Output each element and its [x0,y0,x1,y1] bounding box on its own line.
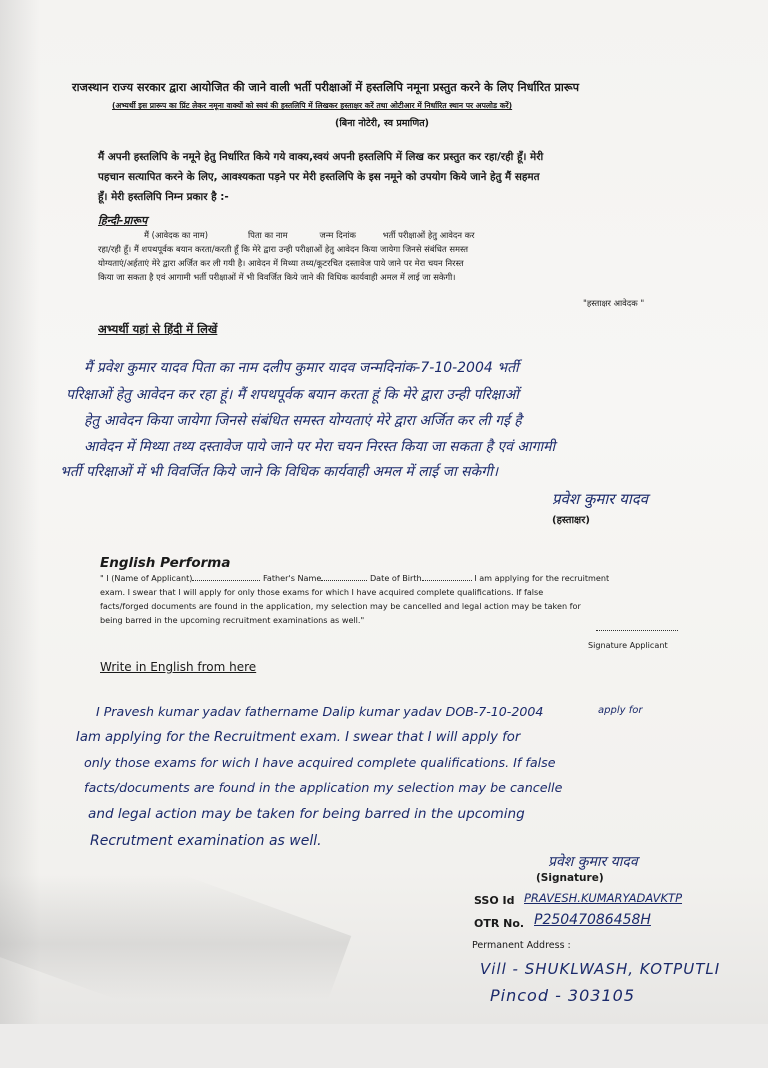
performa-line: being barred in the upcoming recruitment examinations as well." [100,615,365,625]
handwritten-hindi-line: भर्ती परिक्षाओं में भी विवर्जित किये जाने कि विधिक कार्यवाही अमल में लाई जा सकेगी। [60,464,499,480]
proforma-line: किया जा सकता है एवं आगामी भर्ती परीक्षाओं में भी विवर्जित किये जाने की विधिक कार्यवाही अमल में लाई जा सकेगी। [98,272,456,282]
performa-father-label: Father's Name [263,573,322,583]
proforma-line: योग्यताएं/अर्हताएं मेरे द्वारा अर्जित कर ली गयी है। आवेदन में मिथ्या तथ्य/कूटरचित दस्तावेज पाये जाने पर मेरा चयन निरस्त [98,258,464,268]
address-line: Vill - SHUKLWASH, KOTPUTLI [480,960,721,978]
performa-dob-label: Date of Birth [369,573,422,583]
handwritten-english-line: I Pravesh kumar yadav fathername Dalip kumar yadav DOB-7-10-2004 [96,704,544,719]
handwritten-english-line: and legal action may be taken for being barred in the upcoming [88,806,525,822]
handwritten-english-line: Recrutment examination as well. [90,833,322,849]
otr-no-value: P25047086458H [534,912,651,928]
performa-applying-text: I am applying for the recruitment [474,573,610,583]
english-performa-heading: English Performa [100,555,231,571]
english-signature-label: (Signature) [536,872,604,884]
form-title: राजस्थान राज्य सरकार द्वारा आयोजित की जाने वाली भर्ती परीक्षाओं में हस्तलिपि नमूना प्रस्तुत करने के लिए निर्धारित प्रारूप [72,81,580,94]
handwritten-insertion: apply for [598,705,643,716]
performa-line-1 [100,573,609,583]
hindi-signature: प्रवेश कुमार यादव [552,490,649,508]
handwritten-english-line: facts/documents are found in the application my selection may be cancelle [84,780,563,795]
otr-no-label: OTR No. [474,917,525,930]
signature-line [596,630,678,631]
performa-line: exam. I swear that I will apply for only those exams for which I have acquired complete qualifications. If false [100,587,544,597]
english-signature: प्रवेश कुमार यादव [548,854,638,870]
performa-line: facts/forged documents are found in the application, my selection may be cancelled and legal action may be taken for [100,601,581,611]
form-instruction: (अभ्यर्थी इस प्रारूप का प्रिंट लेकर नमूना वाक्यों को स्वयं की हस्तलिपि में लिखकर हस्ताक्षर करें तथा ओटीआर में निर्धारित स्थान पर अपलोड करें) [112,101,513,110]
signature-applicant-label: Signature Applicant [588,640,668,650]
sso-id-label: SSO Id [474,894,515,907]
performa-name-label: " I (Name of Applicant) [100,573,193,583]
pincode-line: Pincod - 303105 [490,986,635,1005]
declaration-line: मैं अपनी हस्तलिपि के नमूने हेतु निर्धारित किये गये वाक्य,स्वयं अपनी हस्तलिपि में लिख कर प्रस्तुत कर रहा/रही हूँ। मेरी [98,151,544,163]
sso-id-value: PRAVESH.KUMARYADAVKTP [524,891,683,905]
declaration-line: पहचान सत्यापित करने के लिए, आवश्यकता पड़ने पर मेरी हस्तलिपि के इस नमूने को उपयोग किये जाने हेतु मैं सहमत [98,171,540,183]
handwritten-english-line: only those exams for wich I have acquired complete qualifications. If false [84,755,556,770]
handwritten-hindi-line: मैं प्रवेश कुमार यादव पिता का नाम दलीप कुमार यादव जन्मदिनांक-7-10-2004 भर्ती [84,360,519,376]
handwritten-english-line: Iam applying for the Recruitment exam. I swear that I will apply for [76,730,521,745]
handwritten-hindi-line: परिक्षाओं हेतु आवेदन कर रहा हूं। मैं शपथपूर्वक बयान करता हूं कि मेरे द्वारा उन्ही परिक्षाओं [66,387,519,403]
hindi-signature-label: (हस्ताक्षर) [552,515,590,526]
handwritten-hindi-line: आवेदन में मिथ्या तथ्य दस्तावेज पाये जाने पर मेरा चयन निरस्त किया जा सकता है एवं आगामी [84,439,556,455]
permanent-address-label: Permanent Address : [472,940,571,951]
declaration-line: हूँ। मेरी हस्तलिपि निम्न प्रकार है :- [98,191,229,203]
signature-applicant-label-hindi: "हस्ताक्षर आवेदक " [583,298,645,308]
hindi-write-heading: अभ्यर्थी यहां से हिंदी में लिखें [98,322,218,336]
form-note: (बिना नोटेरी, स्व प्रमाणित) [335,118,429,129]
hindi-proforma-heading: हिन्दी-प्रारूप [98,214,148,227]
english-write-heading: Write in English from here [100,660,257,674]
proforma-line: मैं (आवेदक का नाम) पिता का नाम जन्म दिनांक भर्ती परीक्षाओं हेतु आवेदन कर [144,230,475,240]
handwritten-hindi-line: हेतु आवेदन किया जायेगा जिनसे संबंधित समस्त योग्यताएं मेरे द्वारा अर्जित कर ली गई है [84,413,522,429]
proforma-line: रहा/रही हूँ। मैं शपथपूर्वक बयान करता/करती हूँ कि मेरे द्वारा उन्ही परीक्षाओं हेतु आवेदन किया जायेगा जिनसे संबंधित समस्त [98,244,469,254]
